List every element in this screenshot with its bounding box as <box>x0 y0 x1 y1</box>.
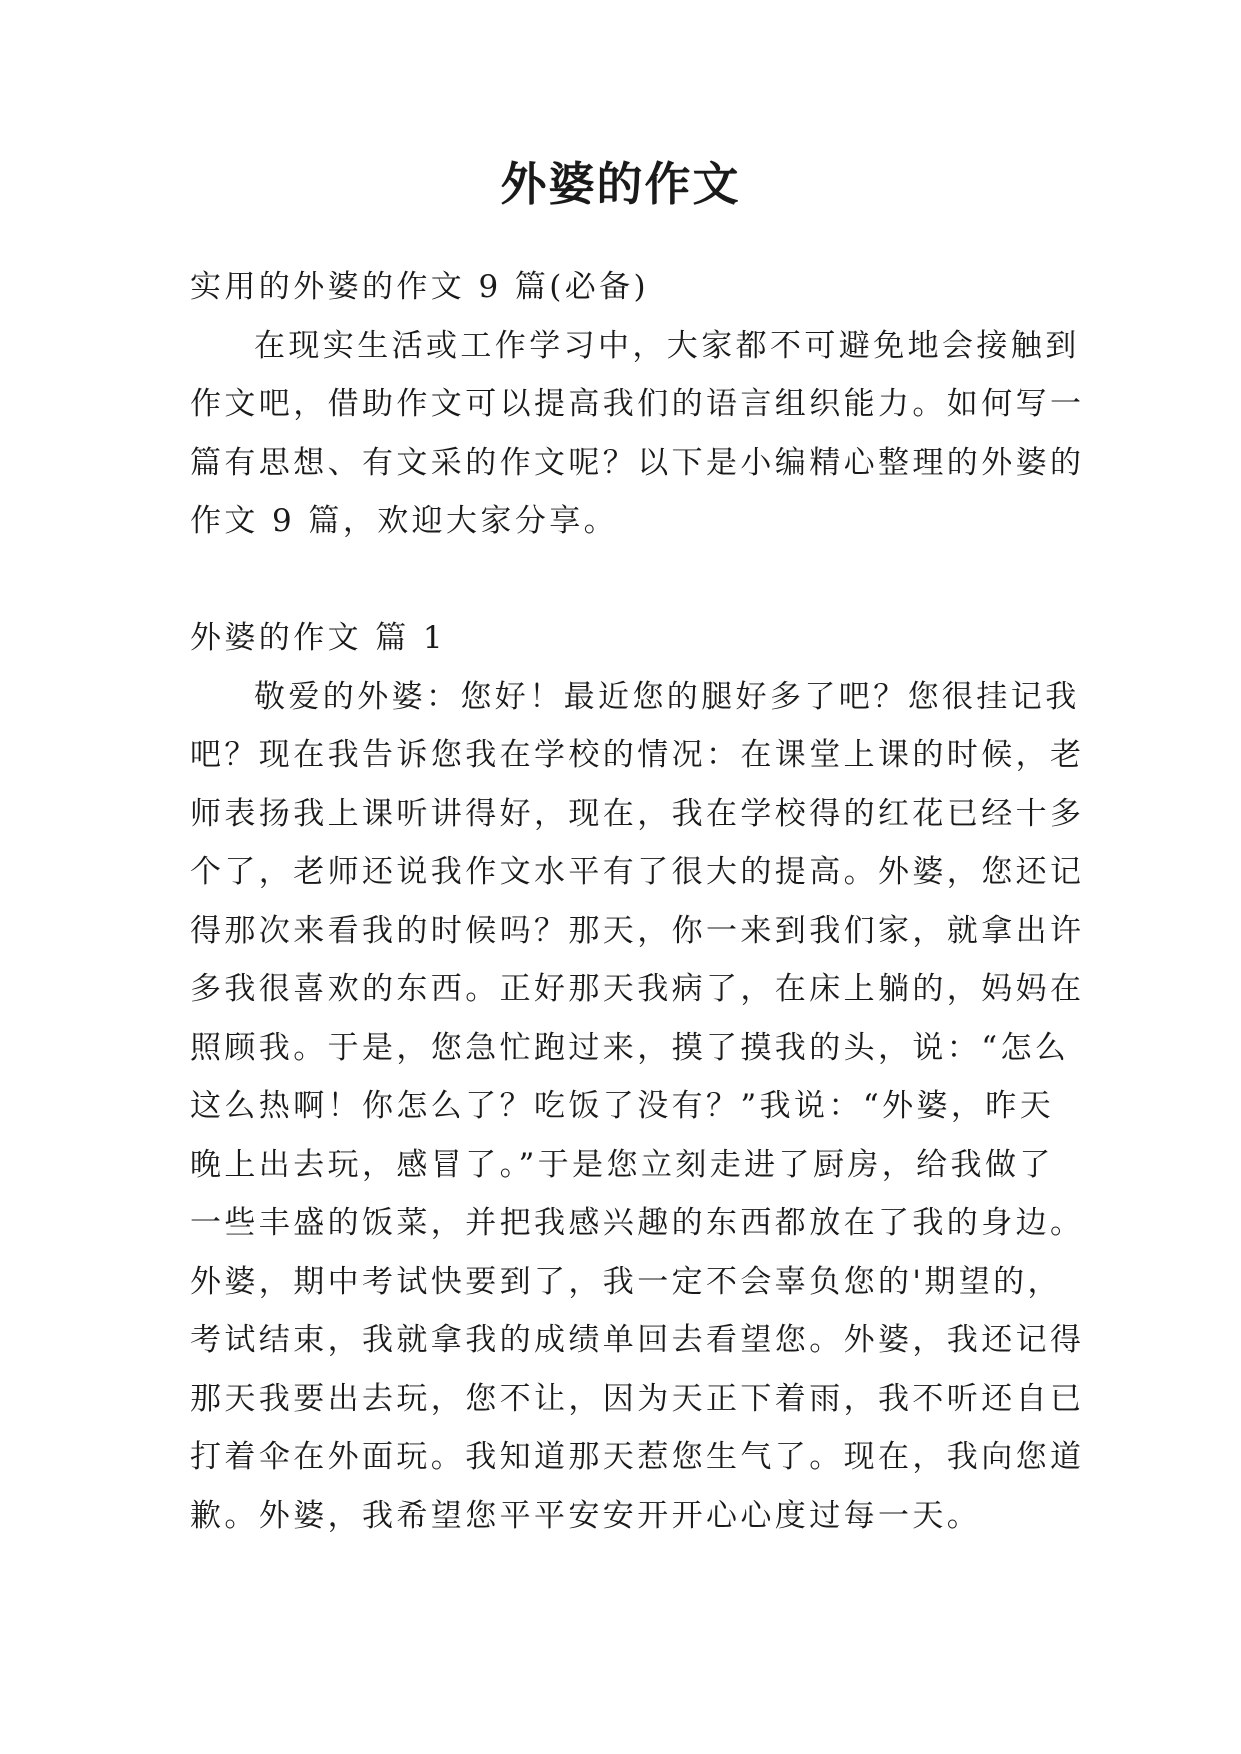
essay-line: 多我很喜欢的东西。正好那天我病了，在床上躺的，妈妈在 <box>190 971 1085 1007</box>
essay-line: 照顾我。于是，您急忙跑过来，摸了摸我的头，说：“怎么 <box>190 1029 1070 1066</box>
essay-line: 这么热啊！你怎么了？吃饭了没有？”我说：“外婆，昨天 <box>190 1088 1055 1124</box>
document-title: 外婆的作文 <box>500 157 741 211</box>
intro-line: 篇有思想、有文采的作文呢？以下是小编精心整理的外婆的 <box>190 444 1085 481</box>
essay-line: 打着伞在外面玩。我知道那天惹您生气了。现在，我向您道 <box>190 1439 1085 1475</box>
essay-line: 歉。外婆，我希望您平平安安开开心心度过每一天。 <box>190 1497 982 1534</box>
essay-line: 外婆，期中考试快要到了，我一定不会辜负您的'期望的， <box>190 1263 1062 1300</box>
section-heading: 外婆的作文 篇 1 <box>190 620 447 656</box>
intro-line: 在现实生活或工作学习中，大家都不可避免地会接触到 <box>254 327 1080 364</box>
document-body <box>190 258 1085 1545</box>
essay-paragraph <box>190 668 1085 1546</box>
essay-line: 考试结束，我就拿我的成绩单回去看望您。外婆，我还记得 <box>190 1322 1085 1358</box>
essay-line: 个了，老师还说我作文水平有了很大的提高。外婆，您还记 <box>190 854 1085 890</box>
essay-line: 得那次来看我的时候吗？那天，你一来到我们家，就拿出许 <box>190 912 1085 949</box>
essay-line: 一些丰盛的饭菜，并把我感兴趣的东西都放在了我的身边。 <box>190 1205 1085 1241</box>
document-subtitle: 实用的外婆的作文 9 篇(必备) <box>190 269 650 305</box>
essay-line: 吧？现在我告诉您我在学校的情况：在课堂上课的时候，老 <box>190 737 1085 773</box>
intro-line: 作文 9 篇，欢迎大家分享。 <box>190 503 619 539</box>
intro-line: 作文吧，借助作文可以提高我们的语言组织能力。如何写一 <box>190 386 1085 422</box>
intro-paragraph <box>190 317 1085 551</box>
paragraph-spacer <box>190 551 1060 610</box>
essay-line: 师表扬我上课听讲得好，现在，我在学校得的红花已经十多 <box>190 795 1085 832</box>
essay-line: 敬爱的外婆：您好！最近您的腿好多了吧？您很挂记我 <box>254 678 1080 715</box>
essay-line: 那天我要出去玩，您不让，因为天正下着雨，我不听还自已 <box>190 1380 1085 1417</box>
essay-line: 晚上出去玩，感冒了。”于是您立刻走进了厨房，给我做了 <box>190 1146 1054 1183</box>
